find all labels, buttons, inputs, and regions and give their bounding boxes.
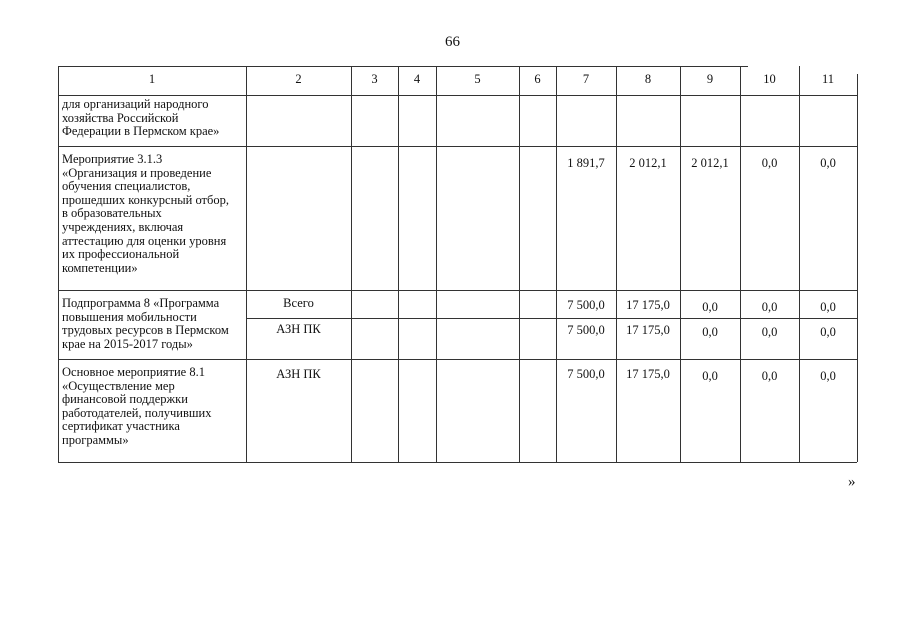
value-cell: 7 500,0 (567, 367, 605, 381)
funding-source: АЗН ПК (276, 322, 321, 336)
value-cell: 1 891,7 (567, 156, 605, 170)
table-col-divider (616, 66, 617, 462)
header-divider (58, 95, 857, 96)
value-cell: 17 175,0 (626, 298, 670, 312)
value-cell: 0,0 (820, 369, 836, 383)
row-divider (58, 146, 857, 147)
table-col-divider (519, 66, 520, 462)
column-header: 2 (295, 72, 302, 86)
value-cell: 7 500,0 (567, 323, 605, 337)
row-divider (58, 359, 857, 360)
value-cell: 0,0 (761, 325, 778, 339)
table-border-bottom (58, 462, 857, 463)
value-cell: 0,0 (702, 369, 718, 383)
row-name: Основное мероприятие 8.1 «Осуществление мер финансовой поддержки работодателей, получивших сертификат участника программы» (62, 365, 212, 447)
value-cell: 2 012,1 (691, 156, 729, 170)
column-header: 5 (474, 72, 481, 86)
column-header: 10 (763, 72, 776, 86)
value-cell: 7 500,0 (567, 298, 605, 312)
table-border-right (857, 74, 858, 462)
value-cell: 0,0 (702, 325, 718, 339)
page-number: 66 (445, 34, 460, 50)
column-header: 11 (821, 72, 835, 86)
value-cell: 17 175,0 (626, 323, 670, 337)
value-cell: 2 012,1 (629, 156, 667, 170)
table-col-divider (246, 66, 247, 462)
value-cell: 0,0 (702, 300, 718, 314)
value-cell: 0,0 (761, 369, 778, 383)
funding-source: Всего (283, 296, 314, 310)
row-divider (58, 290, 857, 291)
table-col-divider (680, 66, 681, 462)
table-col-divider (556, 66, 557, 462)
column-header: 6 (534, 72, 541, 86)
column-header: 1 (148, 72, 156, 86)
value-cell: 0,0 (820, 325, 836, 339)
column-header: 7 (582, 72, 590, 86)
value-cell: 0,0 (761, 156, 778, 170)
value-cell: 0,0 (820, 300, 836, 314)
value-cell: 17 175,0 (626, 367, 670, 381)
table-col-divider (398, 66, 399, 462)
table-border-top (58, 66, 748, 67)
column-header: 3 (371, 72, 378, 86)
value-cell: 0,0 (761, 300, 778, 314)
value-cell: 0,0 (820, 156, 836, 170)
table-border-left (58, 66, 59, 462)
table-col-divider (799, 66, 800, 462)
closing-quote: » (848, 474, 856, 490)
row-name: Подпрограмма 8 «Программа повышения мобильности трудовых ресурсов в Пермском крае на 2015-2017 годы» (62, 296, 229, 351)
table-col-divider (351, 66, 352, 462)
subrow-divider (246, 318, 857, 319)
row-name: Мероприятие 3.1.3 «Организация и проведение обучения специалистов, прошедших конкурсный отбор, в образовательных учреждениях, включая аттестацию для оценки уровня их профессиональной компетенции» (62, 152, 230, 275)
column-header: 4 (413, 72, 421, 86)
funding-source: АЗН ПК (276, 367, 321, 381)
table-col-divider (436, 66, 437, 462)
column-header: 8 (644, 72, 652, 86)
table-col-divider (740, 66, 741, 462)
row-name: для организаций народного хозяйства Российской Федерации в Пермском крае» (62, 97, 220, 139)
column-header: 9 (706, 72, 714, 86)
